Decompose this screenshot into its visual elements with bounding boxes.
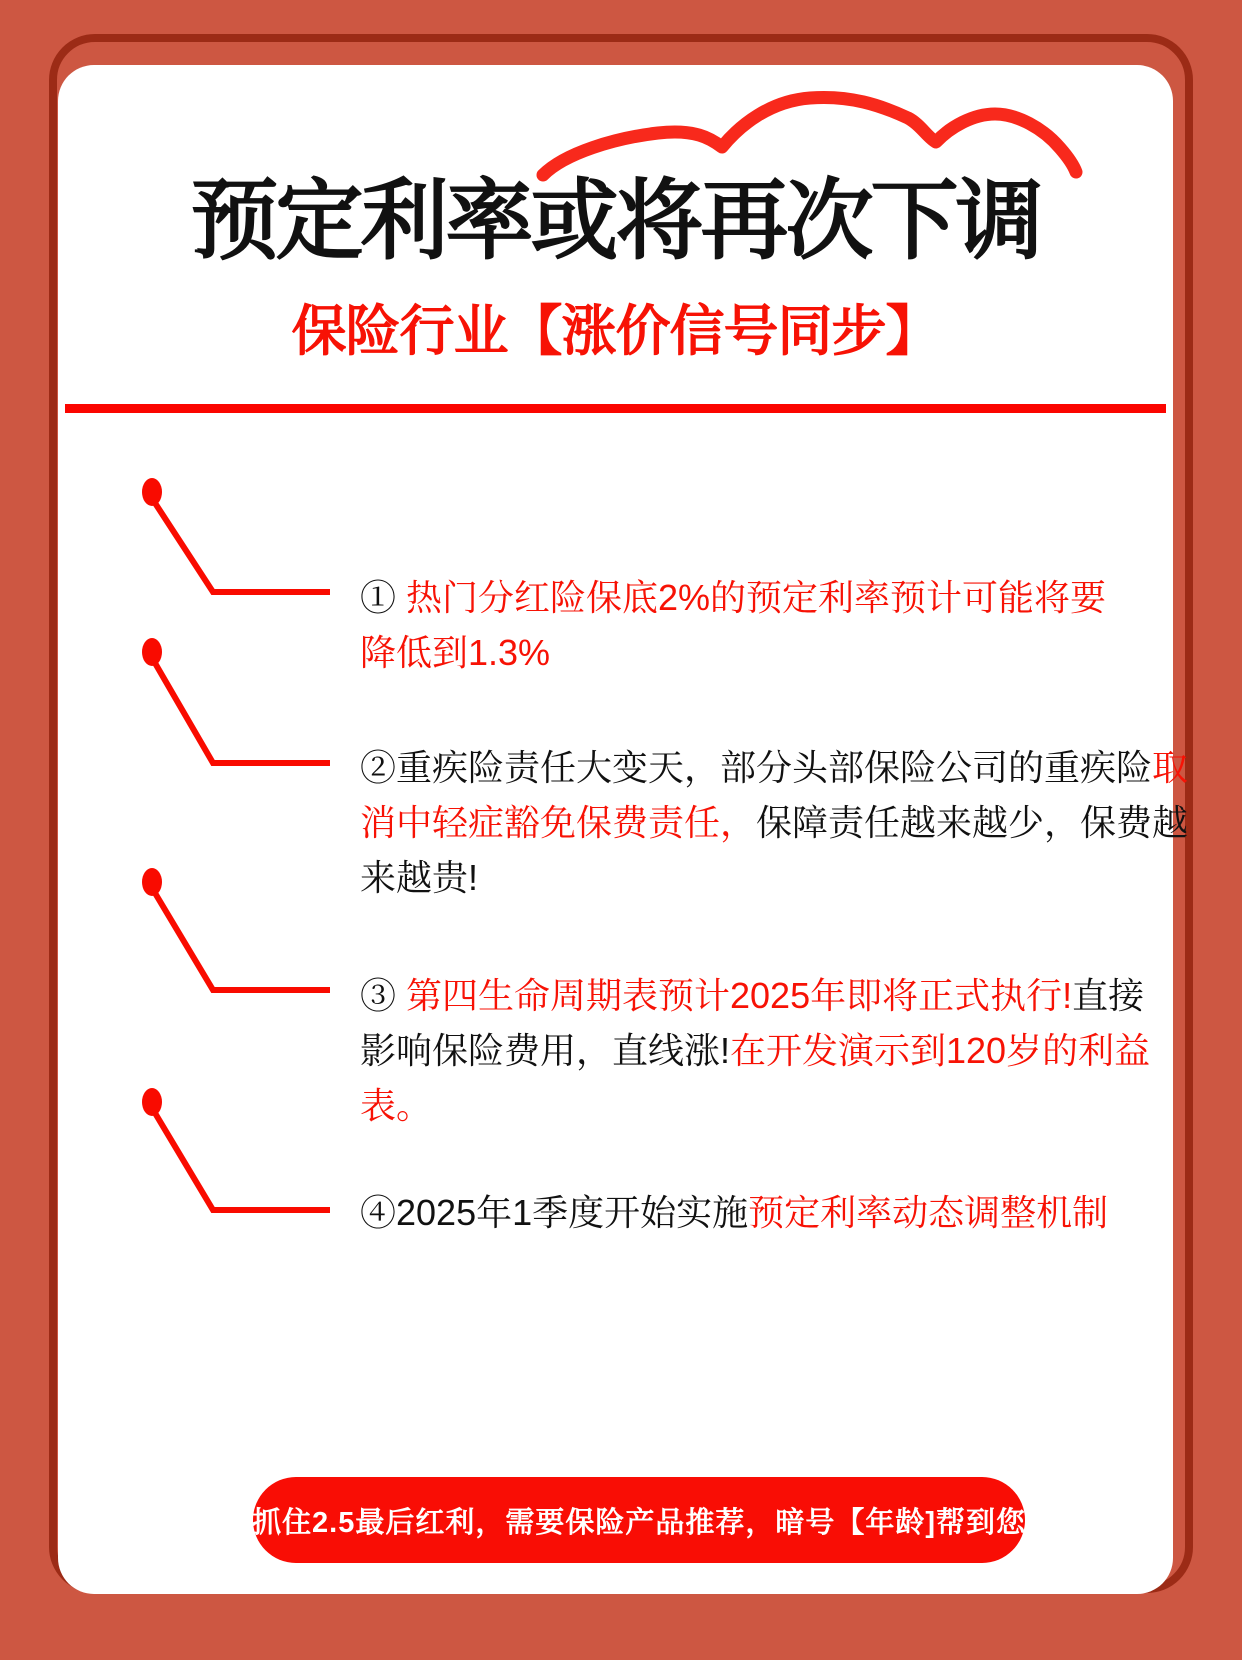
bullet-item-1-text bbox=[360, 570, 1108, 680]
text-segment: 降低到1.3% bbox=[360, 632, 551, 673]
text-line bbox=[360, 850, 1108, 905]
bullet-connector-1 bbox=[142, 478, 330, 592]
content-card bbox=[58, 65, 1189, 1594]
text-line bbox=[360, 1078, 1108, 1133]
text-segment: ④2025年1季度开始实施 bbox=[360, 1192, 749, 1233]
bullet-item-2-text bbox=[360, 740, 1189, 905]
page-subtitle: 保险行业【涨价信号同步】 bbox=[291, 300, 940, 362]
text-line bbox=[360, 740, 1189, 795]
text-segment: 表。 bbox=[360, 1085, 433, 1126]
bullet-item-3-text bbox=[360, 968, 1151, 1133]
text-segment: ③ bbox=[360, 975, 407, 1016]
text-line bbox=[360, 1023, 1151, 1078]
bullet-connector-4 bbox=[142, 1088, 330, 1210]
text-segment: 来越贵! bbox=[360, 857, 479, 898]
text-segment: 在开发演示到120岁的利益 bbox=[730, 1030, 1151, 1071]
text-segment: 影响保险费用，直线涨! bbox=[360, 1030, 731, 1071]
text-segment: 取 bbox=[1152, 747, 1189, 788]
bullet-connector-2 bbox=[142, 638, 330, 763]
text-line bbox=[360, 795, 1189, 850]
text-line bbox=[360, 570, 1108, 625]
footer-banner bbox=[253, 1477, 1025, 1563]
text-segment: 消中轻症豁免保费责任， bbox=[360, 802, 757, 843]
red-divider-line bbox=[65, 404, 1166, 413]
text-segment: ① bbox=[360, 577, 407, 618]
text-segment: 第四生命周期表预计2025年即将正式执行! bbox=[406, 975, 1073, 1016]
text-segment: 热门分红险保底2%的预定利率预计可能将要 bbox=[406, 577, 1107, 618]
page-title: 预定利率或将再次下调 bbox=[190, 171, 1041, 270]
text-line bbox=[360, 625, 1108, 680]
text-line bbox=[360, 1185, 1108, 1240]
bullet-item-4-text bbox=[360, 1185, 1108, 1240]
text-segment: ②重疾险责任大变天，部分头部保险公司的重疾险 bbox=[360, 747, 1153, 788]
text-segment: 直接 bbox=[1072, 975, 1145, 1016]
text-segment: 预定利率动态调整机制 bbox=[748, 1192, 1109, 1233]
text-segment: 保障责任越来越少，保费越 bbox=[756, 802, 1189, 843]
bullet-connector-3 bbox=[142, 868, 330, 990]
text-line bbox=[360, 968, 1145, 1023]
footer-banner-text: 抓住2.5最后红利，需要保险产品推荐，暗号【年龄]帮到您 bbox=[252, 1506, 1026, 1539]
